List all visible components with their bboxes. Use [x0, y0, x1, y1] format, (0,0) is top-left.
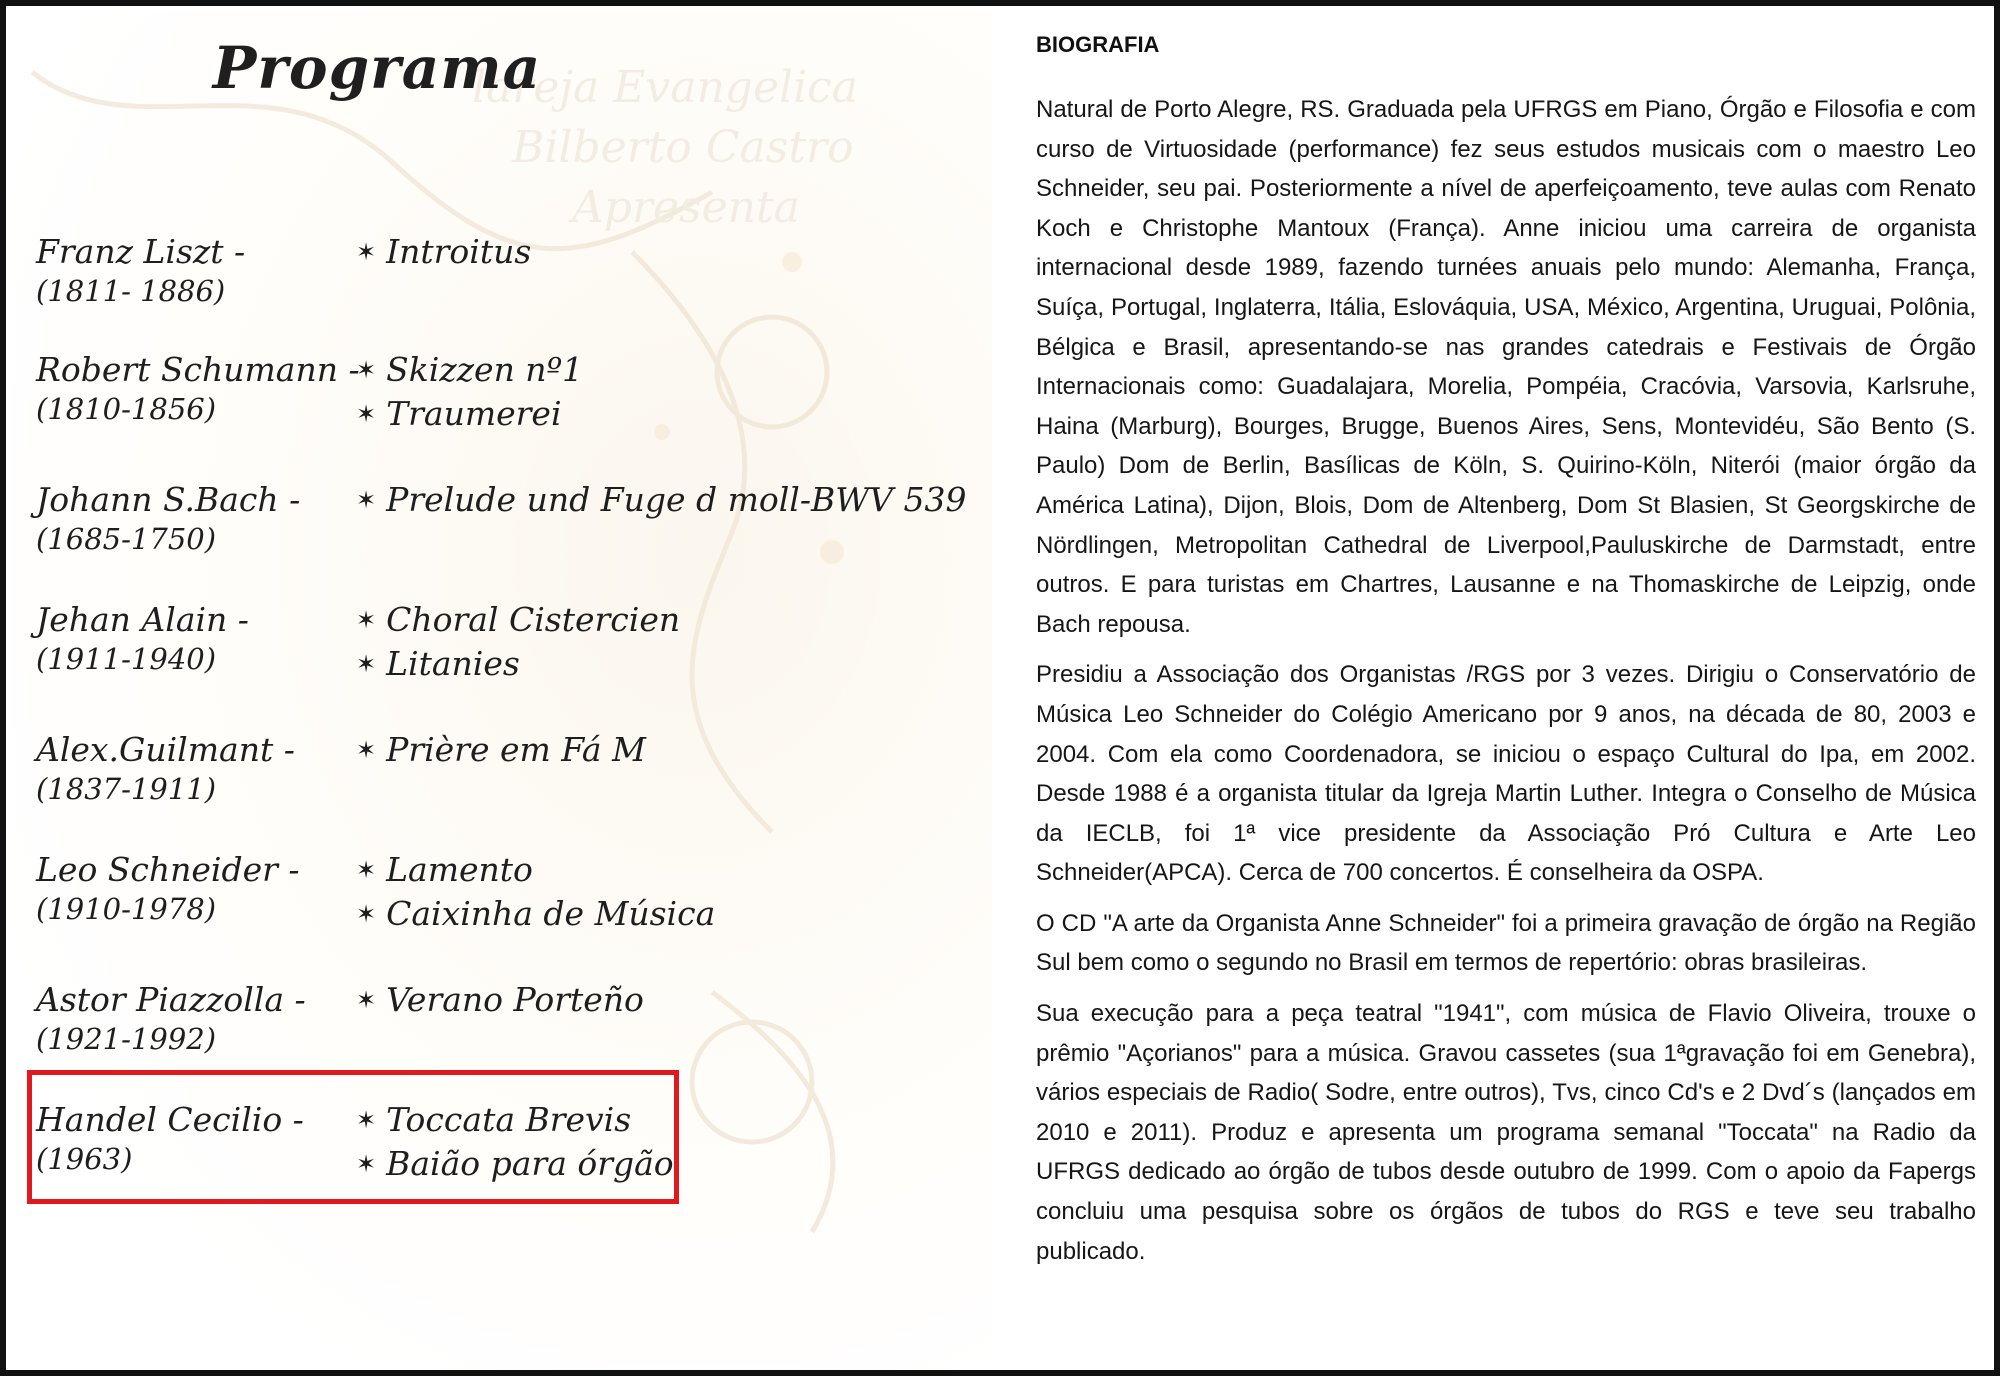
piece-title: ✶ Litanies	[356, 644, 520, 683]
composer-years: (1911-1940)	[36, 642, 217, 676]
star-bullet-icon: ✶	[356, 606, 377, 634]
star-bullet-icon: ✶	[356, 486, 377, 514]
star-bullet-icon: ✶	[356, 1106, 377, 1134]
composer-years: (1811- 1886)	[36, 274, 226, 308]
star-bullet-icon: ✶	[356, 856, 377, 884]
piece-title: ✶ Prelude und Fuge d moll-BWV 539	[356, 480, 967, 519]
star-bullet-icon: ✶	[356, 736, 377, 764]
composer-years: (1910-1978)	[36, 892, 217, 926]
star-bullet-icon: ✶	[356, 400, 377, 428]
star-bullet-icon: ✶	[356, 900, 377, 928]
biography-paragraph: O CD "A arte da Organista Anne Schneider" foi a primeira gravação de órgão na Região Sul bem como o segundo no Brasil em termos de repertório: obras brasileiras.	[1036, 909, 1976, 977]
composer-name: Handel Cecilio -	[36, 1100, 304, 1139]
piece-title: ✶ Choral Cistercien	[356, 600, 681, 639]
red-highlight-box	[27, 1070, 679, 1204]
piece-title: ✶ Lamento	[356, 850, 533, 889]
composer-years: (1837-1911)	[36, 772, 217, 806]
star-bullet-icon: ✶	[356, 356, 377, 384]
star-bullet-icon: ✶	[356, 238, 377, 266]
composer-years: (1921-1992)	[36, 1022, 217, 1056]
faded-background-lettering: Apresenta	[572, 182, 800, 233]
biography-panel	[1026, 12, 1976, 1376]
program-panel	[12, 12, 992, 1376]
star-bullet-icon: ✶	[356, 1150, 377, 1178]
piece-title: ✶ Prière em Fá M	[356, 730, 646, 769]
composer-name: Leo Schneider -	[36, 850, 300, 889]
piece-title: ✶ Baião para órgão	[356, 1144, 674, 1183]
piece-title: ✶ Verano Porteño	[356, 980, 644, 1019]
composer-name: Astor Piazzolla -	[36, 980, 306, 1019]
biography-paragraph: Natural de Porto Alegre, RS. Graduada pela UFRGS em Piano, Órgão e Filosofia e com curso de Virtuosidade (performance) fez seus estudos musicais com o maestro Leo Schneider, seu pai. Posteriormente a nível de aperfeiçoamento, teve aulas com Renato Koch e Christophe Mantoux (França). Anne iniciou uma carreira de organista internacional desde 1989, fazendo turnées anuais pelo mundo: Alemanha, França, Suíça, Portugal, Inglaterra, Itália, Eslováquia, USA, México, Argentina, Uruguai, Polônia, Bélgica e Brasil, apresentando-se nas grandes catedrais e Festivais de Órgão Internacionais como: Guadalajara, Morelia, Pompéia, Cracóvia, Varsovia, Karlsruhe, Haina (Marburg), Bourges, Brugge, Buenos Aires, Sens, Montevidéu, São Bento (S. Paulo) Dom de Berlin, Basílicas de Köln, S. Quirino-Köln, Niterói (maior órgão da América Latina), Dijon, Blois, Dom de Altenberg, Dom St Blasien, St Georgskirche de Nördlingen, Metropolitan Cathedral de Liverpool,Pauluskirche de Darmstadt, entre outros. E para turistas em Chartres, Lausanne e na Thomaskirche de Leipzig, onde Bach repousa.	[1036, 96, 1976, 638]
program-title: Programa	[212, 34, 542, 102]
piece-title: ✶ Traumerei	[356, 394, 562, 433]
composer-name: Robert Schumann -	[36, 350, 360, 389]
biography-paragraph: Presidiu a Associação dos Organistas /RGS por 3 vezes. Dirigiu o Conservatório de Música Leo Schneider do Colégio Americano por 9 anos, na década de 80, 2003 e 2004. Com ela como Coordenadora, se iniciou o espaço Cultural do Ipa, em 2002. Desde 1988 é a organista titular da Igreja Martin Luther. Integra o Conselho de Música da IECLB, foi 1ª vice presidente da Associação Pró Cultura e Arte Leo Schneider(APCA). Cerca de 700 concertos. É conselheira da OSPA.	[1036, 661, 1976, 887]
composer-name: Franz Liszt -	[36, 232, 246, 271]
piece-title: ✶ Introitus	[356, 232, 532, 271]
star-bullet-icon: ✶	[356, 650, 377, 678]
biography-paragraph: Sua execução para a peça teatral "1941", com música de Flavio Oliveira, trouxe o prêmio "Açorianos" para a música. Gravou cassetes (sua 1ªgravação foi em Genebra), vários especiais de Radio( Sodre, entre outros), Tvs, cinco Cd's e 2 Dvd´s (lançados em 2010 e 2011). Produz e apresenta um programa semanal "Toccata" na Radio da UFRGS dedicado ao órgão de tubos desde outubro de 1999. Com o apoio da Fapergs concluiu uma pesquisa sobre os órgãos de tubos do RGS e teve seu trabalho publicado.	[1036, 1000, 1976, 1265]
composer-years: (1963)	[36, 1142, 133, 1176]
star-bullet-icon: ✶	[356, 986, 377, 1014]
composer-name: Jehan Alain -	[36, 600, 249, 639]
faded-background-lettering: lareja Evangelica	[472, 62, 859, 113]
composer-name: Johann S.Bach -	[36, 480, 301, 519]
faded-background-lettering: Bilberto Castro	[512, 122, 854, 173]
piece-title: ✶ Toccata Brevis	[356, 1100, 632, 1139]
piece-title: ✶ Skizzen nº1	[356, 350, 584, 389]
composer-years: (1685-1750)	[36, 522, 217, 556]
biography-text	[1036, 90, 1976, 1282]
piece-title: ✶ Caixinha de Música	[356, 894, 716, 933]
composer-name: Alex.Guilmant -	[36, 730, 295, 769]
composer-years: (1810-1856)	[36, 392, 217, 426]
biography-heading: BIOGRAFIA	[1036, 32, 1160, 57]
